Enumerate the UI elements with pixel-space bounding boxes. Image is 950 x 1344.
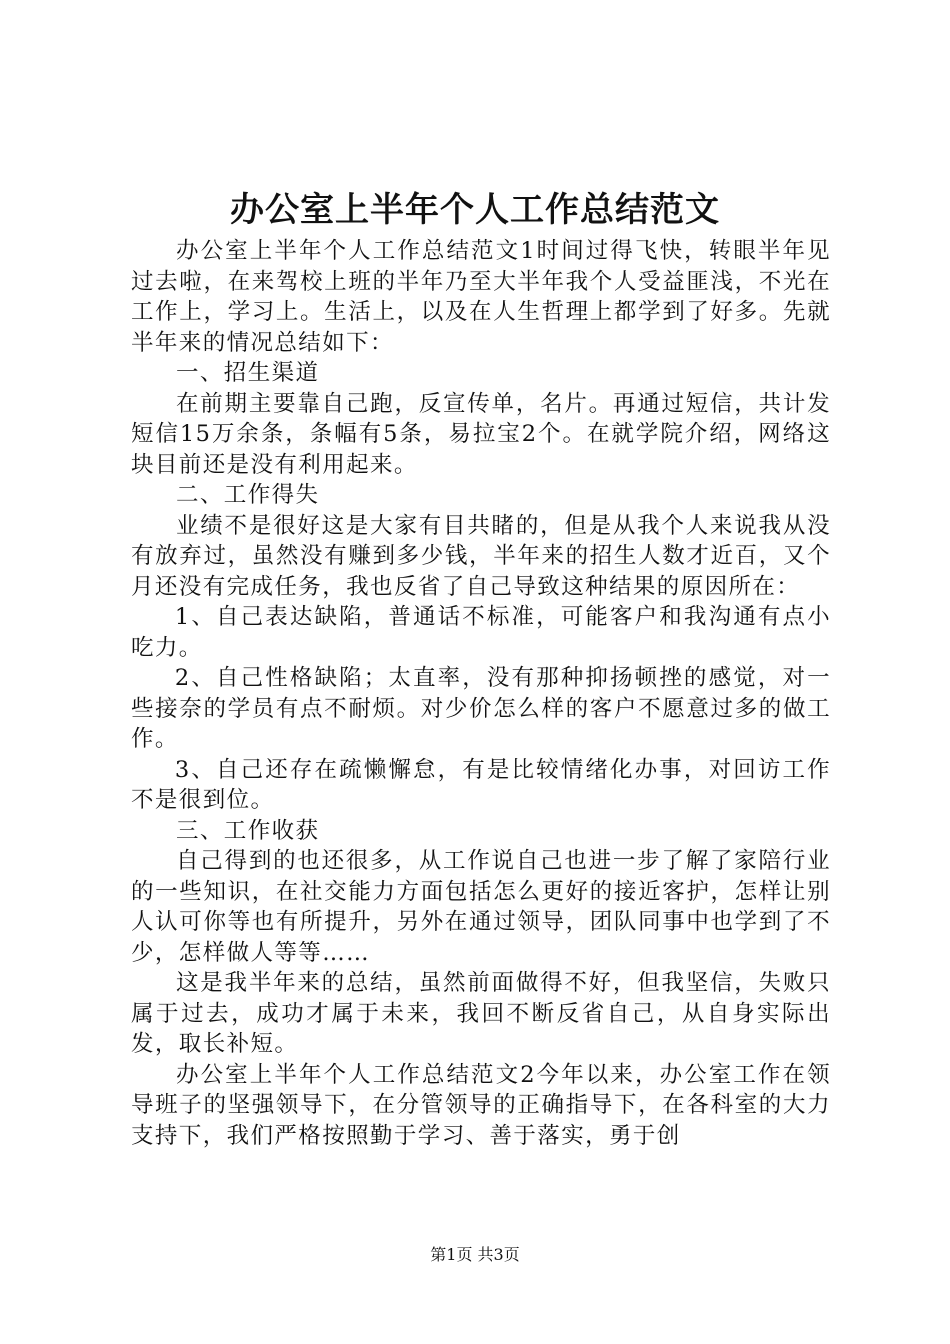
list-item-3: 3、自己还存在疏懒懈怠，有是比较情绪化办事，对回访工作不是很到位。 xyxy=(131,756,831,813)
list-item-2: 2、自己性格缺陷；太直率，没有那种抑扬顿挫的感觉，对一些接奈的学员有点不耐烦。对少价怎么样的客户不愿意过多的做工作。 xyxy=(131,665,831,752)
paragraph-harvest: 自己得到的也还很多，从工作说自己也进一步了解了家陪行业的一些知识，在社交能力方面包括怎么更好的接近客护，怎样让别人认可你等也有所提升，另外在通过领导，团队同事中也学到了不少，怎样做人等等…… xyxy=(131,848,831,966)
list-item-1: 1、自己表达缺陷，普通话不标准，可能客户和我沟通有点小吃力。 xyxy=(131,604,831,661)
document-body xyxy=(131,236,831,1151)
section-heading-gains-losses: 二、工作得失 xyxy=(176,482,320,508)
paragraph-conclusion: 这是我半年来的总结，虽然前面做得不好，但我坚信，失败只属于过去，成功才属于未来，我回不断反省自己，从自身实际出发，取长补短。 xyxy=(131,970,831,1057)
page-footer: 第1页 共3页 xyxy=(430,1245,520,1264)
paragraph-gains-losses: 业绩不是很好这是大家有目共睹的，但是从我个人来说我从没有放弃过，虽然没有赚到多少钱，半年来的招生人数才近百，又个月还没有完成任务，我也反省了自己导致这种结果的原因所在： xyxy=(131,512,831,600)
section-heading-harvest: 三、工作收获 xyxy=(176,817,320,844)
paragraph-second-sample: 办公室上半年个人工作总结范文2今年以来，办公室工作在领导班子的坚强领导下，在分管领导的正确指导下，在各科室的大力支持下，我们严格按照勤于学习、善于落实，勇于创 xyxy=(131,1061,831,1149)
document-title: 办公室上半年个人工作总结范文 xyxy=(230,190,720,230)
paragraph-intro: 办公室上半年个人工作总结范文1时间过得飞快，转眼半年见过去啦，在来驾校上班的半年乃至大半年我个人受益匪浅，不光在工作上，学习上。生活上，以及在人生哲理上都学到了好多。先就半年来的情况总结如下： xyxy=(131,238,831,356)
paragraph-recruitment: 在前期主要靠自己跑，反宣传单，名片。再通过短信，共计发短信15万余条，条幅有5条，易拉宝2个。在就学院介绍，网络这块目前还是没有利用起来。 xyxy=(131,390,831,478)
section-heading-recruitment: 一、招生渠道 xyxy=(176,360,320,386)
